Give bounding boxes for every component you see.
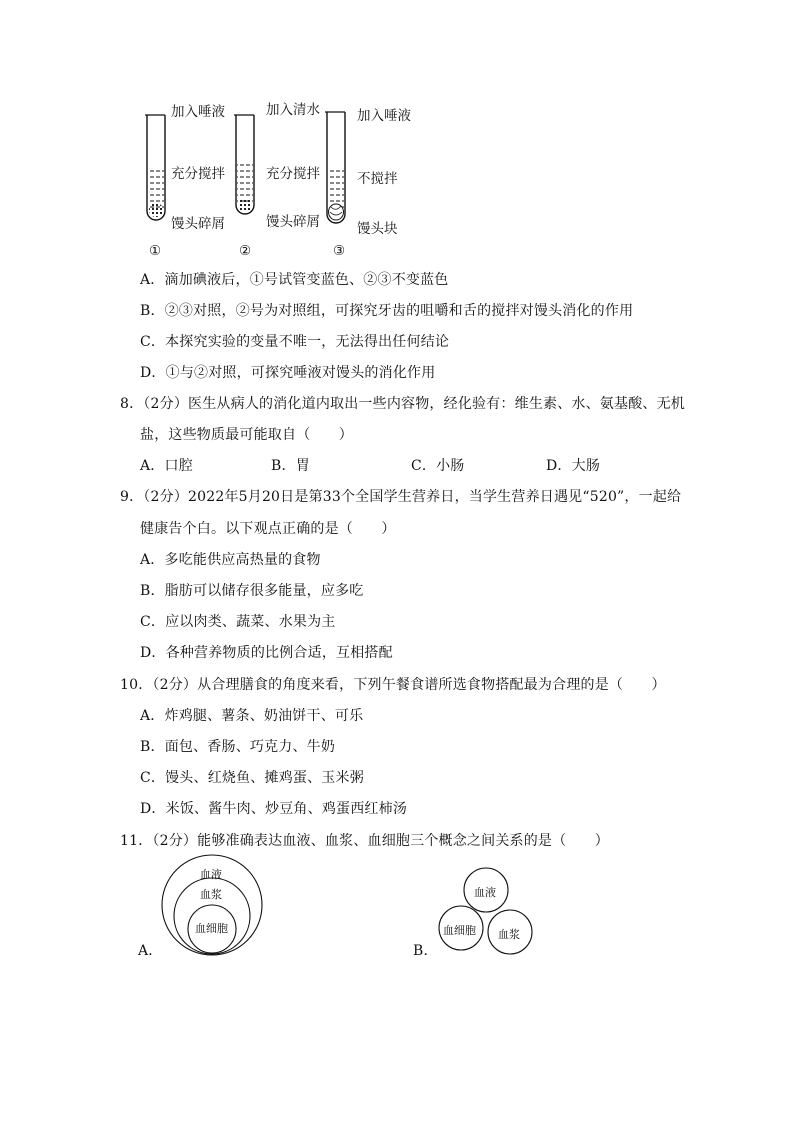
- q7-option-c: C．本探究实验的变量不唯一，无法得出任何结论: [140, 334, 450, 350]
- q9-option-c: C．应以肉类、蔬菜、水果为主: [140, 614, 336, 630]
- figb-top-label: 血液: [474, 886, 496, 899]
- figb-left-label: 血细胞: [443, 924, 476, 937]
- figa-inner-label: 血细胞: [195, 922, 228, 935]
- tube1-top-label: 加入唾液: [171, 104, 225, 120]
- q9-stem-line2: 健康告个白。以下观点正确的是（ ）: [140, 521, 396, 537]
- tube2-number: ②: [239, 243, 252, 259]
- q8-option-d: D．大肠: [546, 458, 601, 474]
- q9-stem-line1: 9．（2分）2022年5月20日是第33个全国学生营养日，当学生营养日遇见“520”，一起给: [120, 489, 682, 505]
- test-tube-3: [325, 112, 345, 223]
- q7-option-a: A．滴加碘液后，①号试管变蓝色、②③不变蓝色: [140, 272, 449, 288]
- q9-option-d: D．各种营养物质的比例合适，互相搭配: [140, 645, 393, 661]
- q10-option-a: A．炸鸡腿、薯条、奶油饼干、可乐: [140, 708, 364, 724]
- tube3-number: ③: [333, 243, 346, 259]
- q9-option-b: B．脂肪可以储存很多能量，应多吃: [140, 583, 364, 599]
- tube1-bottom-label: 馒头碎屑: [171, 216, 225, 232]
- q8-option-c: C．小肠: [411, 458, 465, 474]
- q8-option-b: B．胃: [271, 458, 310, 474]
- q10-option-c: C．馒头、红烧鱼、摊鸡蛋、玉米粥: [140, 770, 364, 786]
- q7-option-b: B．②③对照，②号为对照组，可探究牙齿的咀嚼和舌的搅拌对馒头消化的作用: [140, 303, 634, 319]
- tube1-number: ①: [149, 243, 162, 259]
- figb-right-label: 血浆: [498, 928, 520, 941]
- q10-option-d: D．米饭、酱牛肉、炒豆角、鸡蛋西红柿汤: [140, 801, 408, 817]
- q10-option-b: B．面包、香肠、巧克力、牛奶: [140, 739, 336, 755]
- q11-option-b-label: B．: [413, 943, 438, 959]
- tube3-bottom-label: 馒头块: [357, 221, 398, 237]
- figa-outer-label: 血液: [200, 868, 222, 881]
- q11-stem: 11．（2分）能够准确表达血液、血浆、血细胞三个概念之间关系的是（ ）: [120, 833, 609, 849]
- test-tube-2: [234, 115, 254, 214]
- q10-stem: 10．（2分）从合理膳食的角度来看，下列午餐食谱所选食物搭配最为合理的是（ ）: [120, 677, 666, 693]
- test-tube-1: [145, 115, 165, 220]
- q8-stem-line2: 盐，这些物质最可能取自（ ）: [140, 427, 353, 443]
- q9-option-a: A．多吃能供应高热量的食物: [140, 552, 321, 568]
- tube3-mid-label: 不搅拌: [357, 171, 398, 187]
- q8-option-a: A．口腔: [140, 458, 193, 474]
- tube3-top-label: 加入唾液: [357, 108, 411, 124]
- q8-stem-line1: 8．（2分）医生从病人的消化道内取出一些内容物，经化验有：维生素、水、氨基酸、无机: [120, 396, 686, 412]
- q7-option-d: D．①与②对照，可探究唾液对馒头的消化作用: [140, 365, 436, 381]
- tube2-top-label: 加入清水: [266, 102, 320, 118]
- tube1-mid-label: 充分搅拌: [171, 166, 225, 182]
- tube2-bottom-label: 馒头碎屑: [266, 214, 320, 230]
- tube2-mid-label: 充分搅拌: [266, 166, 320, 182]
- figa-middle-label: 血浆: [200, 888, 222, 901]
- q11-option-a-label: A．: [138, 943, 163, 959]
